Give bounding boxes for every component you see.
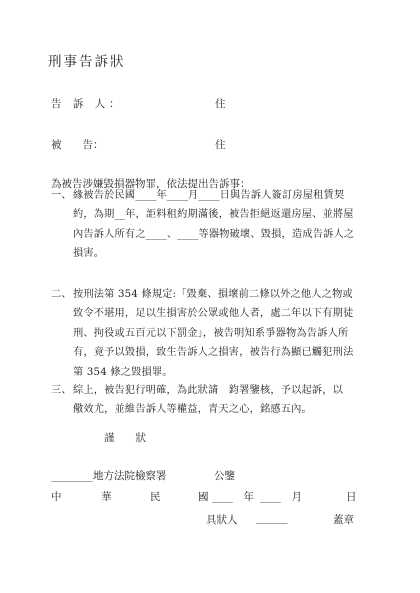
date-char: 國 (198, 491, 209, 503)
item-line: 按刑法第 354 條規定:「毀棄、損壞前二條以外之他人之物或 (73, 289, 353, 300)
item-line: 綜上，被告犯行明確，為此狀請 鈞署鑒核，予以起訴，以 (73, 385, 344, 396)
item-number: 二、 (51, 289, 72, 300)
date-year: ____ 年 (212, 491, 254, 503)
item-line: 約，為期__年，詎料租約期滿後，被告拒絕返還房屋、並將屋 (73, 209, 354, 221)
complainant-address-label: 住 (215, 98, 226, 110)
item-line: 儆效尤，並維告訴人等權益，青天之心，銘感五內。 (73, 404, 312, 416)
complainant-label: 告 訴 人： (51, 98, 124, 110)
closing-text: 謹 狀 (104, 432, 146, 444)
item-line: 內告訴人所有之____、____等器物破壞、毀損，造成告訴人之 (73, 228, 355, 240)
date-month: ____ 月 (260, 491, 302, 503)
signer-blank: ______ (256, 512, 288, 524)
seal-label: 蓋章 (333, 514, 354, 526)
item-line: 損害。 (73, 248, 105, 260)
item-line: 致令不堪用，足以生損害於公眾或他人者，處二年以下有期徒 (73, 308, 354, 320)
item-line: 有，竟予以毀損，致生告訴人之損害，被告行為顯已觸犯刑法 (73, 347, 354, 359)
date-char: 華 (101, 491, 112, 503)
court-line: ________地方法院檢察署 (51, 470, 167, 482)
signer-label: 具狀人 (206, 514, 238, 526)
item-line: 緣被告於民國____年____月____日與告訴人簽訂房屋租賃契 (73, 190, 345, 201)
item-number: 三、 (51, 385, 72, 396)
defendant-address-label: 住 (215, 139, 226, 151)
item-number: 一、 (51, 190, 72, 201)
date-day: 日 (346, 491, 357, 503)
item-line: 刑、拘役或五百元以下罰金」，被告明知系爭器物為告訴人所 (73, 327, 349, 339)
item-line: 第 354 條之毀損罪。 (73, 366, 173, 378)
defendant-label: 被 告： (51, 139, 104, 151)
document-title: 刑事告訴狀 (48, 54, 126, 70)
date-char: 中 (51, 491, 62, 503)
court-suffix: 公鑒 (214, 470, 235, 482)
date-char: 民 (150, 491, 161, 503)
intro-text: 為被告涉嫌毀損器物罪，依法提出告訴事： (51, 178, 251, 190)
